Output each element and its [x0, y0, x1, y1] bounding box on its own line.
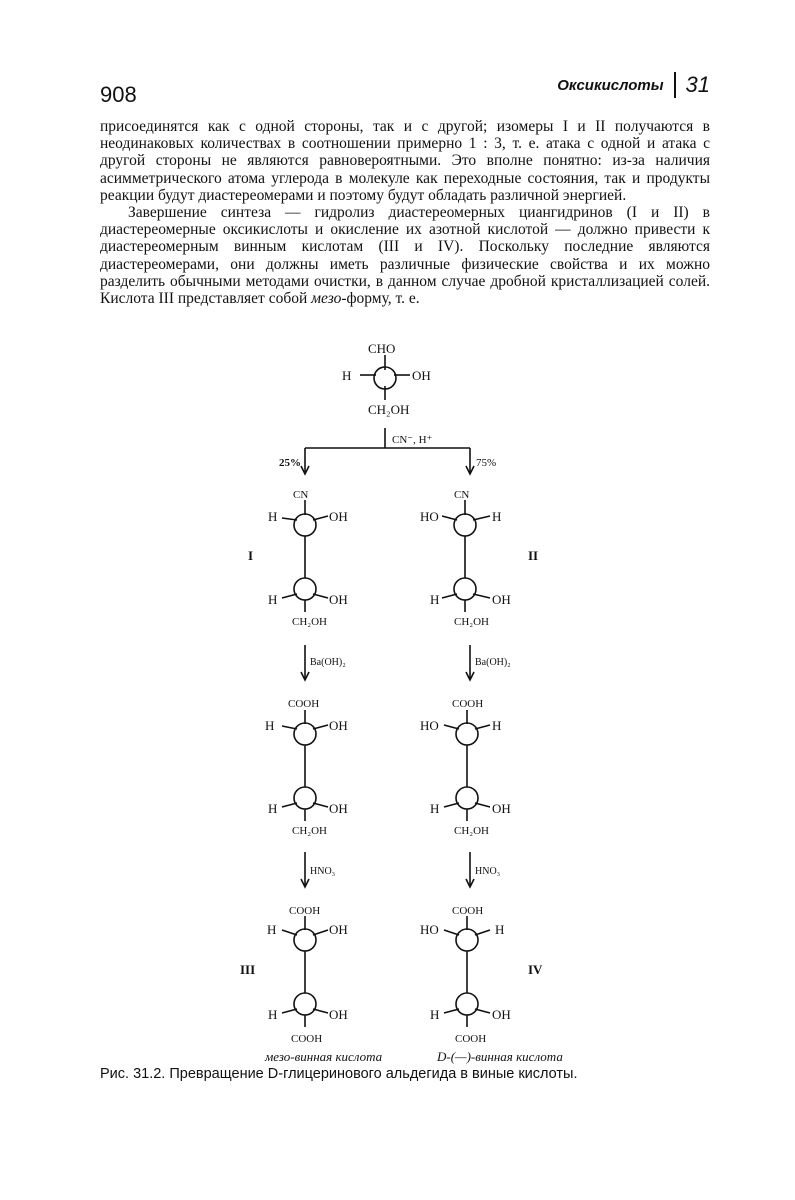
oh-label: OH: [329, 592, 348, 607]
hydroxy-acid-left: [282, 710, 328, 821]
paragraph-1: присоединятся как с одной стороны, так и с другой; изомеры I и II получаются в неодинаковых количествах в соотношении примерно 1 : 3, т. е. атака с одной и атака с другой стороны не являются равновероятными. Это вполне понятно: из-за наличия асимметрического атома углерода в молекуле как переходные состояния, так и продукты реакции будут диастереомерами и поэтому будут обладать различной энергией.: [100, 118, 710, 204]
cooh-label: COOH: [291, 1033, 323, 1045]
h-label: H: [492, 718, 502, 733]
oh-label: OH: [492, 801, 511, 816]
cooh-label: COOH: [452, 905, 484, 917]
ch2oh-label: CH₂OH: [368, 402, 410, 417]
h-label: H: [265, 718, 275, 733]
caption-prefix: Рис. 31.2. Превращение: [100, 1066, 268, 1082]
reagent-hno3-left: HNO₃: [310, 866, 336, 877]
ho-label: HO: [420, 509, 439, 524]
meso-term: мезо: [311, 290, 342, 308]
h-label: H: [342, 368, 352, 383]
cooh-label: COOH: [289, 905, 321, 917]
molecule-iii: [282, 916, 328, 1027]
h-label: H: [430, 801, 440, 816]
h-label: H: [430, 592, 440, 607]
label-i: I: [248, 548, 254, 563]
oh-label: OH: [329, 1007, 348, 1022]
reagent-hno3-right: HNO₃: [475, 866, 501, 877]
chapter-number: 31: [685, 72, 710, 97]
molecule-i: [282, 500, 328, 612]
ch2oh-label: CH₂OH: [292, 616, 328, 628]
caption-rest: -глицеринового альдегида в виные кислоты.: [278, 1066, 578, 1082]
yield-right: 75%: [476, 457, 497, 469]
paragraph-2-text: Завершение синтеза — гидролиз диастереомерных циангидринов (I и II) в диастереомерные оксикислоты и окисление их азотной кислотой — должно привести к диастереомерным винным кислотам (III и IV). Поскольку последние являются диастереомерами, они должны иметь различные физические свойства и их можно разделить обычными методами очистки, в данном случае дробной кристаллизацией солей. Кислота III представляет собой: [100, 204, 710, 308]
ho-label: HO: [420, 922, 439, 937]
label-iii: III: [240, 962, 256, 977]
oh-label: OH: [329, 922, 348, 937]
stereocenter-circle: [374, 367, 396, 389]
figure-caption: [100, 1066, 578, 1082]
h-label: H: [268, 1007, 278, 1022]
oh-label: OH: [492, 592, 511, 607]
cn-label: CN: [293, 489, 309, 501]
cn-label: CN: [454, 489, 470, 501]
cooh-label: COOH: [455, 1033, 487, 1045]
oh-label: OH: [329, 509, 348, 524]
compound-name-d: D-(—)-винная кислота: [437, 1049, 563, 1064]
h-label: H: [268, 801, 278, 816]
h-label: H: [267, 922, 277, 937]
reagent-baoh2-right: Ba(OH)₂: [475, 657, 511, 668]
h-label: H: [495, 922, 505, 937]
cooh-label: COOH: [288, 698, 320, 710]
compound-name-meso: мезо-винная кислота: [265, 1049, 383, 1064]
molecule-ii: [442, 500, 490, 612]
h-label: H: [268, 592, 278, 607]
oh-label: OH: [492, 1007, 511, 1022]
ch2oh-label: CH₂OH: [292, 825, 328, 837]
cooh-label: COOH: [452, 698, 484, 710]
h-label: H: [492, 509, 502, 524]
reagent-baoh2-left: Ba(OH)₂: [310, 657, 346, 668]
h-label: H: [268, 509, 278, 524]
paragraph-2-end: -форму, т. е.: [341, 290, 420, 308]
ch2oh-label: CH₂OH: [454, 825, 490, 837]
yield-left: 25%: [279, 457, 301, 469]
page-number: 908: [100, 82, 137, 107]
molecule-iv: [444, 916, 490, 1027]
oh-label: OH: [329, 801, 348, 816]
hydroxy-acid-right: [444, 710, 490, 821]
ch2oh-label: CH₂OH: [454, 616, 490, 628]
oh-label: OH: [412, 368, 431, 383]
chapter-title: Оксикислоты: [557, 76, 664, 94]
reagent-cn: CN⁻, H⁺: [392, 434, 433, 446]
ho-label: HO: [420, 718, 439, 733]
caption-d-prefix: D: [267, 1066, 279, 1082]
label-iv: IV: [528, 962, 543, 977]
h-label: H: [430, 1007, 440, 1022]
oh-label: OH: [329, 718, 348, 733]
cho-label: CHO: [368, 341, 396, 356]
label-ii: II: [528, 548, 539, 563]
